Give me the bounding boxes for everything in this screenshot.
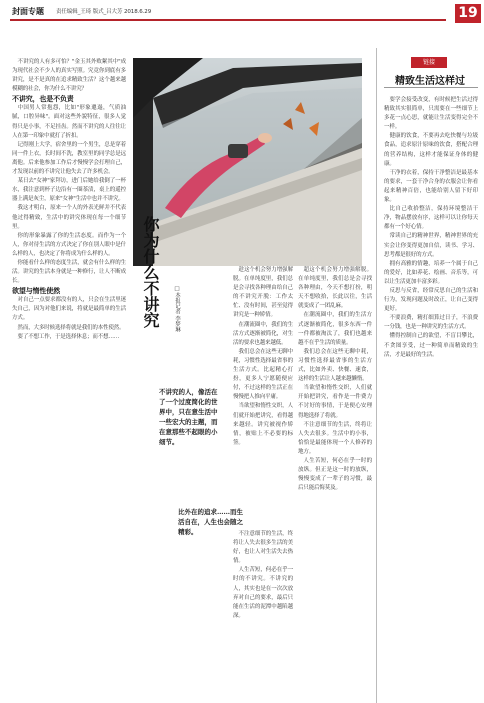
- article-title: 你为什么不讲究: [141, 216, 160, 328]
- paragraph: 在潮流圈中，我们的生活方式逐渐被简化，对生活的要求也越来越低。: [233, 321, 293, 346]
- pull-quote-secondary: 比外在的追求……而生活自在，人生也会随之精彩。: [178, 508, 243, 536]
- paragraph: 不注意细节的生活，终将让人失去很多生活的美好，也让人对生活失去热情。: [233, 531, 293, 565]
- byline: □本报记者 李梦琳: [174, 286, 180, 333]
- cover-photo: [133, 58, 362, 266]
- paragraph: 超这个机会努力增强解脱。在单纯度里，我们总是会寻找各种理由，今天不想打扮，明天不想收拾，长此以往，生活就变成了一团乱麻。: [298, 267, 372, 310]
- subheading: 不讲究，也是不负责: [12, 95, 74, 104]
- paragraph: 我们总会在这些无聊中耗，习惯性选择最省事的生活方式，比如外卖、快餐、速食，这样的生活让人越来越懒惰。: [298, 348, 372, 383]
- paragraph: 干净的衣着，保持干净整洁是最基本的要求，一套干净合身的衣服会让你看起来精神百倍，也能给别人留下好印象。: [384, 169, 478, 204]
- paragraph: 人生苦短，何必在乎一时的放纵。但正是这一时的放纵，慢慢变成了一辈子的习惯，最后只能后悔莫及。: [298, 457, 372, 492]
- car-window-illustration: [133, 58, 362, 266]
- paragraph: 记得刚上大学，宿舍里的一个男生，总是穿着同一件上衣，长时间不洗，教室里的同学总是远离他。后来他参加工作后才慢慢学会打理自己，才发现以前的不讲究让他失去了许多机会。: [12, 141, 126, 176]
- paragraph: 中国男人常抱怨，比如"形象邋遢，气质油腻，口腔异味"。面对这些外貌特征，很多人觉得只是小事，不足挂齿。然而不讲究的人往往让人在第一印象中就打了折扣。: [12, 105, 126, 139]
- article-column-2: [233, 266, 293, 448]
- paragraph: 要了不想工作，于是选择休息；而不想……: [17, 333, 120, 340]
- header-rule: [10, 19, 446, 21]
- paragraph: 比自己收拾整洁，保持环境整洁干净，物品摆放有序，这样可以让你每天都有一个好心情。: [384, 206, 478, 231]
- article-column-1: [12, 58, 126, 342]
- sidebar-body: [384, 96, 478, 360]
- paragraph: 反思与反省，经常反思自己的生活和行为，发现问题及时改正，让自己变得更好。: [384, 287, 478, 313]
- paragraph: 人生苦短，何必在乎一时的不讲究。不讲究的人，其实也是在一次次放弃对自己的要求，最后只能在生活的泥潭中越陷越深。: [233, 567, 293, 619]
- paragraph: 不注意细节的生活，终将让人失去很多。生活中的小事，恰恰是最能体现一个人修养的地方。: [298, 421, 372, 455]
- paragraph: 你的形象暴露了你的生活态度。而作为一个人，你对待生活的方式决定了你在别人眼中是什么样的人，也决定了你将成为什么样的人。: [12, 232, 126, 257]
- paragraph: 当欲望和惰性交织，人们就开始把讲究，看作是一件费力不讨好的事情，于是便心安理得地选择了将就。: [298, 385, 372, 419]
- column-divider: [376, 48, 377, 703]
- paragraph: 当欲望和惰性交织，人们就开始把讲究，看得越来越轻。讲究被视作矫情，被贴上不必要的标签。: [233, 403, 293, 446]
- paragraph: 你能看什么样的态度生活，就会有什么样的生活。讲究的生活本身就是一种修行，让人不断成长。: [12, 259, 126, 285]
- paragraph: 要学会接受改变，有时候把生活过得精致其实很简单，只需要在一些细节上多花一点心思，就能让生活变得完全不一样。: [384, 97, 478, 131]
- paragraph: 趁这个机会努力增强解脱。在单纯度里，我们总是会寻找各种理由给自己的不讲究开脱：工作太忙、没有时间，甚至觉得讲究是一种矫情。: [233, 267, 293, 319]
- paragraph: 懂得控制自己的欲望，不盲目攀比，不贪图享受，过一种简单而精致的生活，才是最好的生活。: [384, 333, 478, 358]
- paragraph: 某日去"女神"家拜访，进门后她给我倒了一杯水，我注意到杯子边沿有一圈茶渍，桌上的遥控器上满是灰尘，原来"女神"生活中也并不讲究。: [12, 178, 126, 203]
- paragraph: 不要浪费，精打细算过日子，不浪费一分钱，也是一种讲究的生活方式。: [384, 315, 478, 331]
- pull-quote: 不讲究的人，像活在了一个过度简化的世界中，只在意生活中一些宏大的主题，而在意那些不起眼的小细节。: [159, 388, 218, 446]
- intro-paragraph: 不讲究的人有多可怕？"金玉其外败絮其中"成为现代社会不少人的真实写照。究竟你到底有多讲究，是不是真的在追求精致生活？这个越来越模糊的社会，你为什么不讲究？: [12, 59, 126, 93]
- paragraph: 我这才明白，原来一个人的外表光鲜并不代表他过得精致，生活中的讲究体现在每一个细节里。: [12, 205, 126, 230]
- article-column-3: [298, 266, 372, 493]
- page-number: 19: [455, 4, 481, 23]
- sidebar-title: 精致生活这样过: [395, 76, 465, 87]
- page-header: [0, 0, 484, 22]
- paragraph: 在潮流圈中，我们的生活方式逐渐被简化，很多东西一件一件都被淘汰了，我们也越来越不在乎生活的质量。: [298, 312, 372, 346]
- paragraph: 对自己一点要求都没有的人，只会在生活里迷失自己，因为对他们来说，将就是最简单的生活方式。: [12, 297, 126, 322]
- sidebar-tag: 链接: [411, 57, 447, 68]
- sidebar-title-rule: [384, 87, 478, 88]
- paragraph: 拥有高雅的情趣，培养一个属于自己的爱好，比如养花、绘画、音乐等，可以让生活更加丰富多彩。: [384, 260, 478, 285]
- section-title: 封面专题: [12, 7, 44, 16]
- article-column-2b: [233, 530, 293, 621]
- subheading: 欲望与惰性使然: [12, 287, 60, 296]
- paragraph: 常读自己的精神世界，精神世界的充实会让你变得更加自信，读书、学习、思考都是很好的方式。: [384, 233, 478, 258]
- paragraph: 健康的饮食，不要再去吃快餐与垃圾食品，追求原汁原味的饮食，搭配合理的营养结构，这样才能保证身体的健康。: [384, 133, 478, 167]
- editor-meta: 责任编辑_王琦 版式_吕大芳 2018.6.29: [56, 9, 152, 15]
- paragraph: 我们总会在这些无聊中耗，习惯性选择最省事的生活方式。比起精心打扮，更多人宁愿随便应付，不过这样的生活正在慢慢把人推向平庸。: [233, 348, 293, 401]
- paragraph: 然而，大多时候选择将就是我们的本性使然。: [17, 324, 125, 331]
